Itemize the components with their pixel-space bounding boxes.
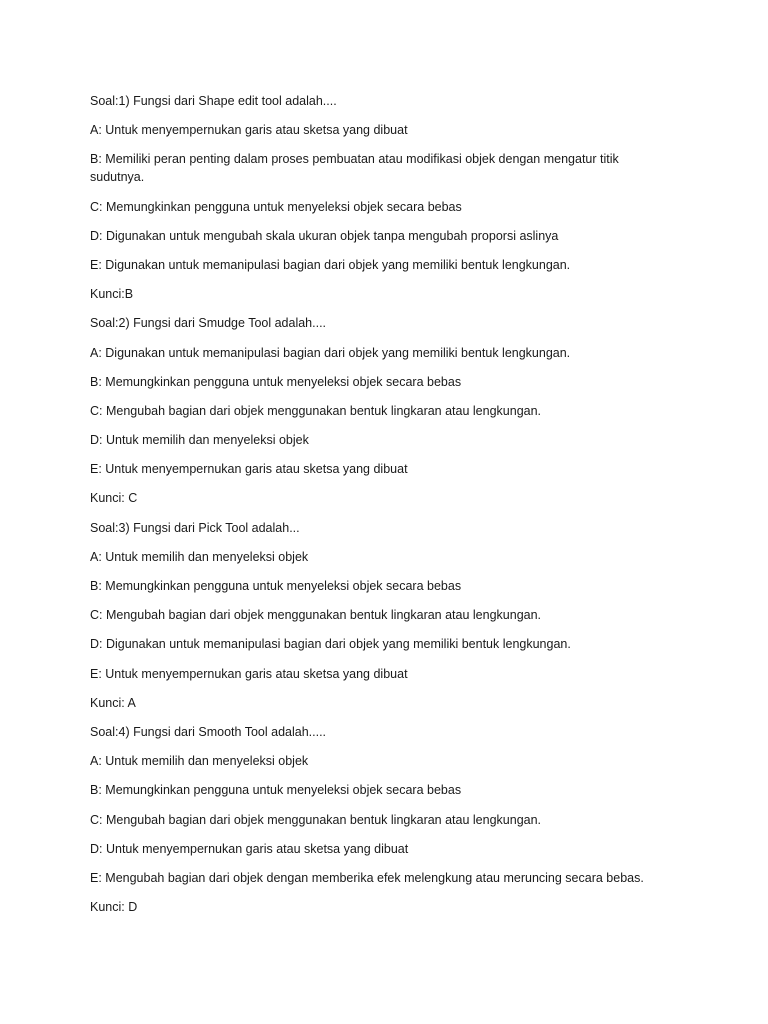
option-d: D: Digunakan untuk mengubah skala ukuran objek tanpa mengubah proporsi aslinya xyxy=(90,228,559,243)
option-b: B: Memiliki peran penting dalam proses pembuatan atau modifikasi objek dengan mengatur titik sudutnya. xyxy=(90,152,619,185)
question-block-3 xyxy=(90,519,650,712)
answer-key: Kunci: D xyxy=(90,900,138,915)
answer-key: Kunci:B xyxy=(90,287,134,302)
option-b: B: Memungkinkan pengguna untuk menyeleksi objek secara bebas xyxy=(90,579,462,593)
question-text: Soal:4) Fungsi dari Smooth Tool adalah..... xyxy=(90,724,327,739)
option-e: E: Untuk menyempernukan garis atau sketsa yang dibuat xyxy=(90,666,408,681)
question-block-1 xyxy=(90,92,650,303)
option-c: C: Memungkinkan pengguna untuk menyeleksi objek secara bebas xyxy=(90,199,462,214)
option-c: C: Mengubah bagian dari objek menggunakan bentuk lingkaran atau lengkungan. xyxy=(90,403,542,418)
answer-key: Kunci: A xyxy=(90,695,136,710)
option-a: A: Digunakan untuk memanipulasi bagian dari objek yang memiliki bentuk lengkungan. xyxy=(90,345,571,360)
option-c: C: Mengubah bagian dari objek menggunakan bentuk lingkaran atau lengkungan. xyxy=(90,608,542,623)
question-text: Soal:3) Fungsi dari Pick Tool adalah... xyxy=(90,520,300,535)
question-block-4 xyxy=(90,723,650,916)
option-a: A: Untuk memilih dan menyeleksi objek xyxy=(90,754,309,769)
answer-key: Kunci: C xyxy=(90,491,138,506)
option-d: D: Untuk menyempernukan garis atau sketsa yang dibuat xyxy=(90,841,409,856)
question-text: Soal:1) Fungsi dari Shape edit tool adalah.... xyxy=(90,94,337,108)
option-e: E: Mengubah bagian dari objek dengan memberika efek melengkung atau meruncing secara bebas. xyxy=(90,870,644,885)
option-b: B: Memungkinkan pengguna untuk menyeleksi objek secara bebas xyxy=(90,783,462,798)
document-body xyxy=(90,92,650,927)
option-d: D: Digunakan untuk memanipulasi bagian dari objek yang memiliki bentuk lengkungan. xyxy=(90,637,571,652)
question-block-2 xyxy=(90,314,650,507)
option-d: D: Untuk memilih dan menyeleksi objek xyxy=(90,433,309,448)
option-a: A: Untuk memilih dan menyeleksi objek xyxy=(90,549,309,564)
option-a: A: Untuk menyempernukan garis atau sketsa yang dibuat xyxy=(90,123,408,138)
option-e: E: Untuk menyempernukan garis atau sketsa yang dibuat xyxy=(90,462,408,477)
option-e: E: Digunakan untuk memanipulasi bagian dari objek yang memiliki bentuk lengkungan. xyxy=(90,257,571,272)
option-c: C: Mengubah bagian dari objek menggunakan bentuk lingkaran atau lengkungan. xyxy=(90,812,542,827)
question-text: Soal:2) Fungsi dari Smudge Tool adalah.... xyxy=(90,316,327,331)
option-b: B: Memungkinkan pengguna untuk menyeleksi objek secara bebas xyxy=(90,374,462,389)
